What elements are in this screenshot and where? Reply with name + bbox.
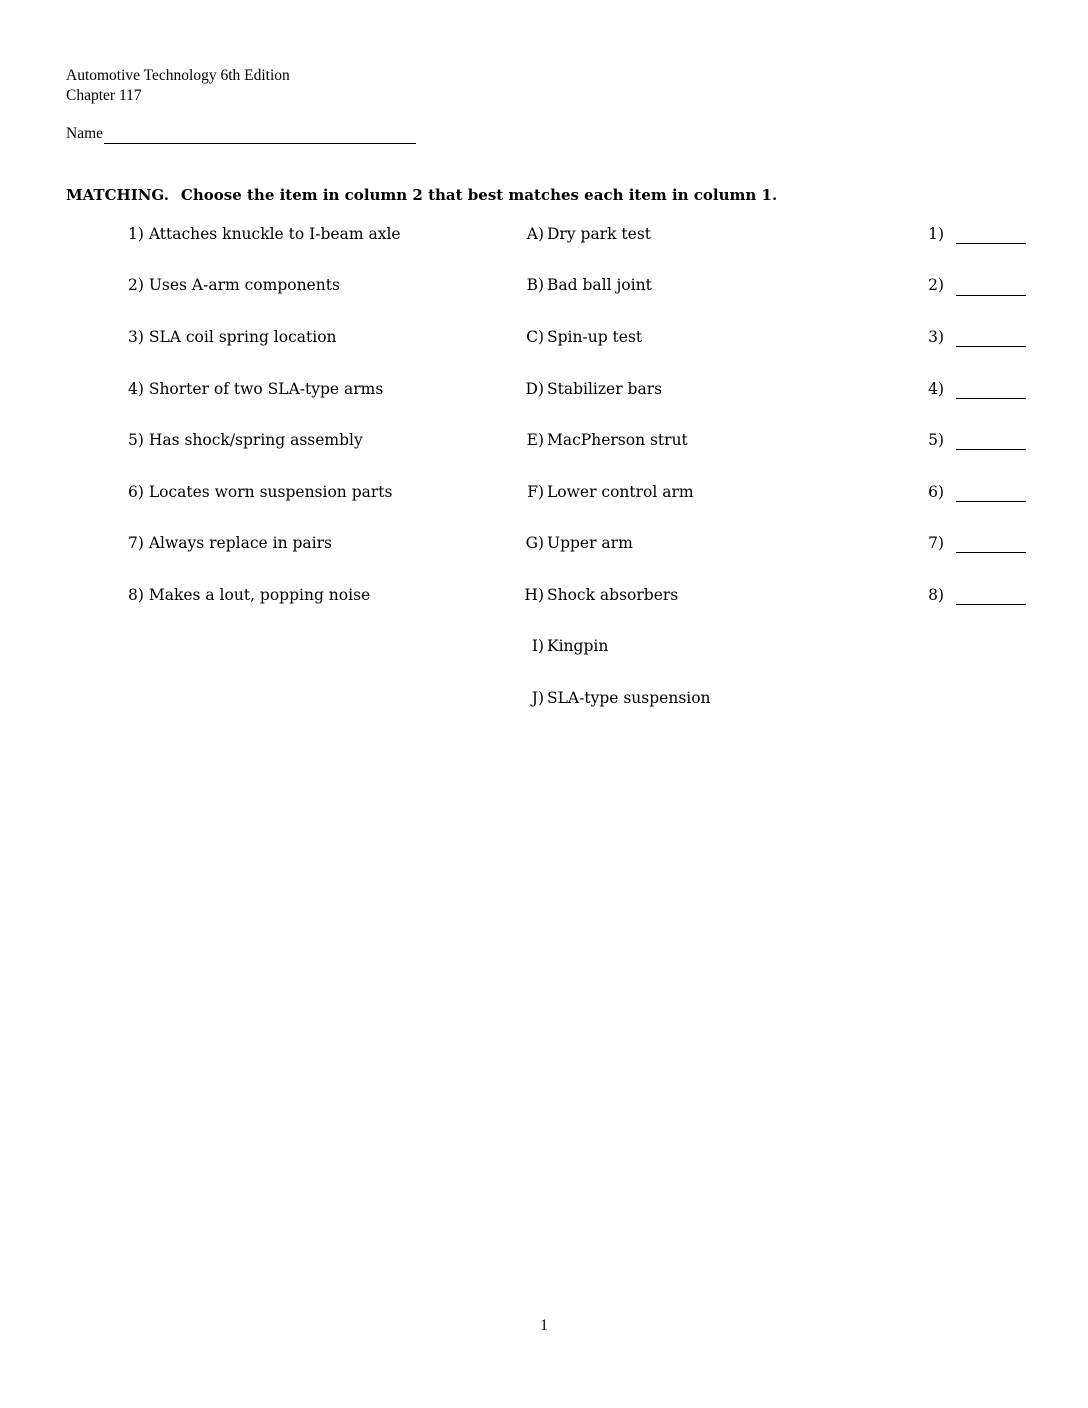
column2-option: Upper arm [547,534,633,552]
answer-blank[interactable] [956,552,1026,553]
page-number: 1 [540,1317,548,1334]
column1-item: 8) Makes a lout, popping noise [128,586,371,604]
column2-letter: E) [526,431,544,449]
answer-number: 5) [928,431,944,449]
column2-option: Stabilizer bars [547,380,663,398]
column1-item: 4) Shorter of two SLA-type arms [128,380,384,398]
answer-blank[interactable] [956,346,1026,347]
answer-number: 7) [928,534,944,552]
column2-letter: A) [526,225,544,243]
column2-option: Shock absorbers [547,586,679,604]
column2-option: Bad ball joint [547,276,652,294]
answer-blank[interactable] [956,604,1026,605]
column2-option: SLA-type suspension [547,689,711,707]
answer-number: 1) [928,225,944,243]
answer-number: 3) [928,328,944,346]
column1-item: 5) Has shock/spring assembly [128,431,363,449]
column2-letter: C) [526,328,544,346]
instructions-label: MATCHING. [66,186,169,204]
column2-letter: F) [527,483,544,501]
name-label: Name [66,125,104,142]
answer-blank[interactable] [956,243,1026,244]
column2-option: Kingpin [547,637,609,655]
column1-item: 1) Attaches knuckle to I-beam axle [128,225,401,243]
instructions-text: Choose the item in column 2 that best matches each item in column 1. [180,186,778,204]
document-title: Automotive Technology 6th Edition [66,67,290,84]
column1-item: 6) Locates worn suspension parts [128,483,393,501]
column2-option: Spin-up test [547,328,643,346]
column2-letter: J) [531,689,544,707]
column2-letter: B) [526,276,544,294]
answer-number: 2) [928,276,944,294]
column2-letter: D) [525,380,544,398]
column2-option: Lower control arm [547,483,694,501]
answer-blank[interactable] [956,398,1026,399]
chapter-label: Chapter 117 [66,87,142,104]
name-field-line[interactable] [104,124,416,144]
answer-blank[interactable] [956,449,1026,450]
column2-letter: G) [525,534,544,552]
column2-option: Dry park test [547,225,651,243]
column2-letter: I) [531,637,544,655]
answer-blank[interactable] [956,295,1026,296]
column1-item: 3) SLA coil spring location [128,328,337,346]
column1-item: 7) Always replace in pairs [128,534,332,552]
answer-number: 6) [928,483,944,501]
answer-number: 8) [928,586,944,604]
matching-instructions [66,184,777,206]
column1-item: 2) Uses A-arm components [128,276,340,294]
column2-option: MacPherson strut [547,431,688,449]
answer-blank[interactable] [956,501,1026,502]
name-row [66,124,416,144]
answer-number: 4) [928,380,944,398]
column2-letter: H) [524,586,544,604]
